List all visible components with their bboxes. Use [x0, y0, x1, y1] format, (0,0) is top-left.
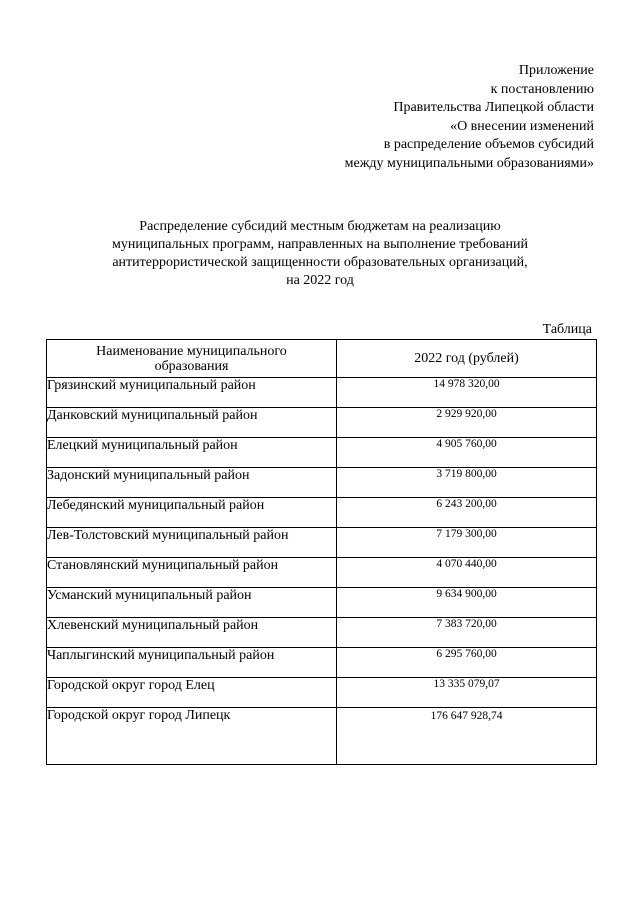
subsidy-amount: 176 647 928,74: [337, 708, 597, 765]
header-municipality-line1: Наименование муниципального: [96, 343, 287, 359]
subsidy-amount: 4 905 760,00: [337, 438, 597, 468]
subsidy-table: [46, 339, 597, 765]
table-row: [47, 438, 597, 468]
municipality-name: Елецкий муниципальный район: [47, 438, 337, 468]
table-row: [47, 708, 597, 765]
appendix-heading: [345, 62, 594, 173]
appendix-line: к постановлению: [490, 81, 594, 97]
table-row: [47, 678, 597, 708]
table-row: [47, 558, 597, 588]
appendix-line: Правительства Липецкой области: [393, 100, 594, 115]
municipality-name: Чаплыгинский муниципальный район: [47, 648, 337, 678]
appendix-line: Приложение: [518, 63, 594, 78]
subsidy-amount: 14 978 320,00: [337, 378, 597, 408]
municipality-name: Городской округ город Липецк: [47, 708, 337, 765]
appendix-line: между муниципальными образованиями»: [344, 155, 594, 171]
municipality-name: Усманский муниципальный район: [47, 588, 337, 618]
header-municipality: [47, 340, 337, 378]
table-row: [47, 378, 597, 408]
appendix-line: «О внесении изменений: [450, 118, 594, 134]
subsidy-amount: 7 179 300,00: [337, 528, 597, 558]
municipality-name: Грязинский муниципальный район: [47, 378, 337, 408]
subsidy-amount: 13 335 079,07: [337, 678, 597, 708]
subsidy-amount: 2 929 920,00: [337, 408, 597, 438]
table-row: [47, 618, 597, 648]
table-header-row: [47, 340, 597, 378]
municipality-name: Становлянский муниципальный район: [47, 558, 337, 588]
title-line: на 2022 год: [286, 273, 354, 288]
table-row: [47, 498, 597, 528]
title-line: антитеррористической защищенности образовательных организаций,: [112, 255, 528, 270]
appendix-line: в распределение объемов субсидий: [383, 137, 594, 152]
municipality-name: Хлевенский муниципальный район: [47, 618, 337, 648]
table-row: [47, 468, 597, 498]
subsidy-amount: 7 383 720,00: [337, 618, 597, 648]
subsidy-amount: 9 634 900,00: [337, 588, 597, 618]
subsidy-amount: 6 295 760,00: [337, 648, 597, 678]
header-amount: 2022 год (рублей): [337, 340, 597, 378]
municipality-name: Данковский муниципальный район: [47, 408, 337, 438]
title-line: Распределение субсидий местным бюджетам на реализацию: [139, 219, 501, 234]
subsidy-amount: 6 243 200,00: [337, 498, 597, 528]
table-row: [47, 588, 597, 618]
header-municipality-line2: образования: [154, 358, 229, 374]
table-row: [47, 528, 597, 558]
municipality-name: Лебедянский муниципальный район: [47, 498, 337, 528]
municipality-name: Лев-Толстовский муниципальный район: [47, 528, 337, 558]
subsidy-amount: 4 070 440,00: [337, 558, 597, 588]
municipality-name: Городской округ город Елец: [47, 678, 337, 708]
document-title: [60, 218, 580, 290]
table-row: [47, 408, 597, 438]
title-line: муниципальных программ, направленных на выполнение требований: [111, 237, 528, 252]
subsidy-amount: 3 719 800,00: [337, 468, 597, 498]
table-label: Таблица: [542, 322, 592, 337]
municipality-name: Задонский муниципальный район: [47, 468, 337, 498]
table-row: [47, 648, 597, 678]
